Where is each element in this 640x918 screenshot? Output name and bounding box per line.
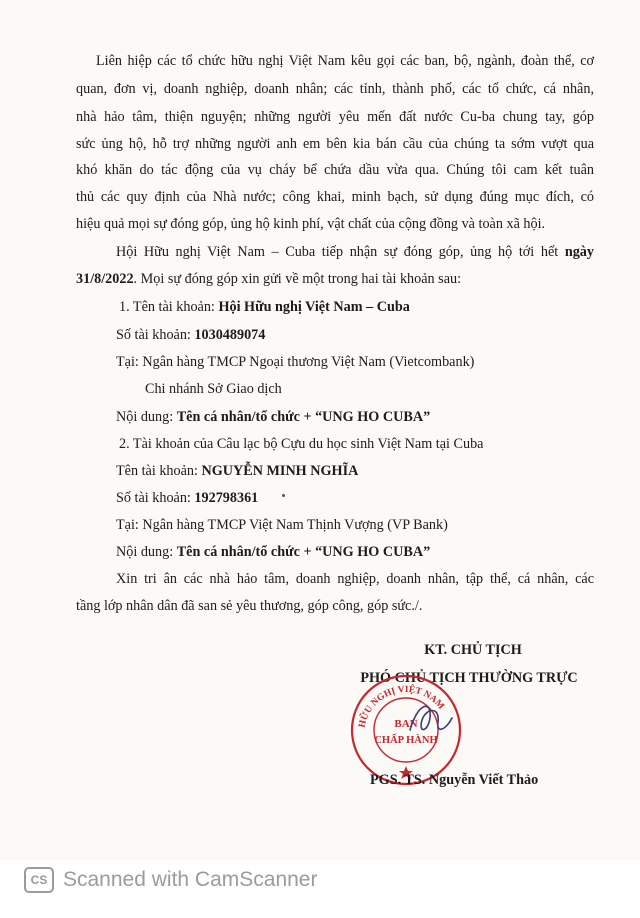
account2-bank: Tại: Ngân hàng TMCP Việt Nam Thịnh Vượng (VP Bank) bbox=[116, 517, 448, 533]
deadline-rest: . Mọi sự đóng góp xin gửi về một trong hai tài khoản sau: bbox=[133, 271, 462, 287]
account2-number-label: Số tài khoản: bbox=[116, 490, 195, 506]
account2-content: Tên cá nhân/tổ chức + “UNG HO CUBA” bbox=[176, 544, 431, 560]
account1-heading bbox=[119, 300, 410, 314]
intro-line-1: Liên hiệp các tổ chức hữu nghị Việt Nam kêu gọi các ban, bộ, ngành, đoàn thể, cơ bbox=[96, 53, 594, 69]
deadline-date: 31/8/2022 bbox=[76, 271, 134, 287]
account2-content-label: Nội dung: bbox=[116, 544, 177, 560]
account1-heading-label: 1. Tên tài khoản: bbox=[119, 299, 219, 315]
deadline-line-2 bbox=[76, 272, 461, 286]
intro-line-5: khó khăn do tác động của vụ cháy bể chứa dầu vừa qua. Chúng tôi cam kết tuân bbox=[76, 162, 594, 178]
stamp-outer-text: HỮU NGHỊ VIỆT NAM bbox=[357, 684, 446, 729]
stamp-inner-line-2: CHẤP HÀNH bbox=[374, 735, 438, 746]
stamp-inner-line-1: BAN bbox=[394, 718, 418, 730]
account2-name: NGUYỄN MINH NGHĨA bbox=[201, 463, 359, 479]
account2-name-label: Tên tài khoản: bbox=[116, 463, 202, 479]
deadline-text: Hội Hữu nghị Việt Nam – Cuba tiếp nhận sự đóng góp, ủng hộ tới hết bbox=[116, 244, 565, 260]
account1-number-line bbox=[116, 328, 265, 342]
intro-line-2: quan, đơn vị, doanh nghiệp, doanh nhân; các tỉnh, thành phố, các tổ chức, cá nhân, bbox=[76, 81, 594, 97]
account1-branch: Chi nhánh Sở Giao dịch bbox=[145, 381, 282, 397]
camscanner-logo-icon: CS bbox=[24, 867, 54, 893]
signer-name: PGS. TS. Nguyễn Viết Thảo bbox=[370, 772, 539, 788]
account1-content-line bbox=[116, 410, 430, 424]
account2-heading: 2. Tài khoản của Câu lạc bộ Cựu du học sinh Việt Nam tại Cuba bbox=[119, 436, 484, 452]
account1-content-label: Nội dung: bbox=[116, 409, 177, 425]
intro-line-4: sức ủng hộ, hỗ trợ những người anh em bên kia bán cầu của chúng ta sớm vượt qua bbox=[76, 136, 594, 152]
official-stamp bbox=[348, 672, 464, 788]
deadline-line-1 bbox=[116, 245, 594, 259]
intro-line-3: nhà hảo tâm, thiện nguyện; những người yêu mến đất nước Cu-ba chung tay, góp bbox=[76, 109, 594, 125]
intro-line-7: hiệu quả mọi sự đóng góp, ủng hộ kinh phí, vật chất của cộng đồng và toàn xã hội. bbox=[76, 216, 546, 232]
account2-number: 192798361 bbox=[194, 490, 259, 506]
account2-number-line bbox=[116, 491, 258, 505]
signature-position: PHÓ CHỦ TỊCH THƯỜNG TRỰC bbox=[360, 670, 578, 686]
account2-content-line bbox=[116, 545, 430, 559]
camscanner-watermark: Scanned with CamScanner bbox=[63, 868, 318, 891]
account1-number: 1030489074 bbox=[194, 327, 266, 343]
thanks-line-2: tầng lớp nhân dân đã san sẻ yêu thương, góp công, góp sức./. bbox=[76, 598, 423, 614]
account2-name-line bbox=[116, 464, 358, 478]
account1-number-label: Số tài khoản: bbox=[116, 327, 195, 343]
signature-title: KT. CHỦ TỊCH bbox=[424, 642, 522, 658]
ink-speck bbox=[282, 494, 285, 497]
account1-content: Tên cá nhân/tổ chức + “UNG HO CUBA” bbox=[176, 409, 431, 425]
intro-line-6: thủ các quy định của Nhà nước; công khai, minh bạch, sử dụng đúng mục đích, có bbox=[76, 189, 594, 205]
deadline-word: ngày bbox=[564, 244, 594, 260]
thanks-line-1: Xin tri ân các nhà hảo tâm, doanh nghiệp, doanh nhân, tập thể, cá nhân, các bbox=[116, 571, 594, 587]
account1-bank: Tại: Ngân hàng TMCP Ngoại thương Việt Nam (Vietcombank) bbox=[116, 354, 475, 370]
account1-name: Hội Hữu nghị Việt Nam – Cuba bbox=[218, 299, 410, 315]
